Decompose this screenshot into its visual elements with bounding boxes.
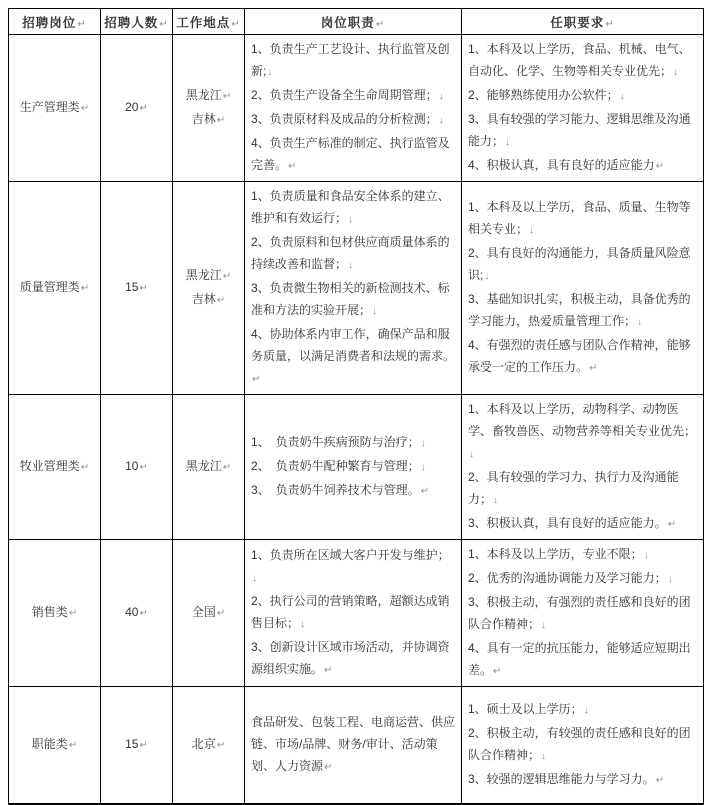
line-break-mark: ↓ <box>505 137 511 148</box>
text-line <box>468 288 697 334</box>
line-text: 3、具有较强的学习能力、逻辑思维及沟通能力； <box>468 112 691 148</box>
line-text: 2、具有良好的沟通能力，具备质量风险意识; <box>468 246 691 282</box>
duties-cell <box>245 540 462 687</box>
line-text: 2、具有较强的学习力、执行力及沟通能力； <box>468 470 679 506</box>
line-break-mark: ↓ <box>541 750 547 762</box>
duties-cell <box>245 687 462 804</box>
line-break-mark: ↓ <box>643 550 649 561</box>
table-row <box>9 182 704 395</box>
line-text: 2、积极主动，有较强的责任感和良好的团队合作精神； <box>468 725 691 762</box>
text-line <box>468 768 697 792</box>
text-line <box>173 108 244 132</box>
text-line <box>101 455 172 479</box>
text-line <box>173 288 244 312</box>
line-text: 黑龙江 <box>185 459 222 473</box>
requirements-cell <box>462 687 704 804</box>
line-text: 1、负责质量和食品安全体系的建立、维护和有效运行； <box>251 189 450 225</box>
text-line <box>101 601 172 625</box>
text-line <box>468 38 697 84</box>
paragraph-mark: ↵ <box>139 608 148 619</box>
paragraph-mark: ↵ <box>667 519 677 530</box>
text-line <box>251 108 455 132</box>
text-line <box>9 601 100 625</box>
paragraph-mark: ↵ <box>80 462 90 473</box>
duties-cell <box>245 182 462 395</box>
line-text: 1、负责生产工艺设计、执行监管及创新; <box>251 42 450 78</box>
header-position <box>9 9 101 35</box>
line-text: 2、负责原料和包材供应商质量体系的持续改善和监督； <box>251 235 450 271</box>
header-count <box>101 9 173 35</box>
header-row <box>9 9 704 35</box>
count-cell <box>101 182 173 395</box>
paragraph-mark: ↵ <box>216 115 226 126</box>
requirements-cell <box>462 540 704 687</box>
line-text: 2、优秀的沟通协调能力及学习能力； <box>468 571 667 585</box>
text-line <box>468 108 697 154</box>
text-line <box>251 636 455 682</box>
table-row <box>9 395 704 540</box>
line-text: 10 <box>125 459 139 473</box>
line-text: 全国 <box>191 605 216 619</box>
table-row <box>9 687 704 804</box>
line-break-mark: ↓ <box>438 115 444 126</box>
line-text: 4、协助体系内审工作，确保产品和服务质量，以满足消费者和法规的需求。 <box>251 327 456 363</box>
location-cell <box>173 540 245 687</box>
line-break-mark: ↓ <box>667 574 673 585</box>
text-line <box>251 544 455 590</box>
line-text: 1、本科及以上学历，专业不限； <box>468 547 643 561</box>
line-text: 3、基础知识扎实，积极主动，具备优秀的学习能力，热爱质量管理工作； <box>468 292 691 328</box>
table-row <box>9 540 704 687</box>
line-text: 生产管理类 <box>19 100 80 114</box>
text-line <box>468 698 697 722</box>
line-text: 吉林 <box>191 292 216 306</box>
paragraph-mark: ↵ <box>216 295 226 306</box>
line-break-mark: ↓ <box>469 449 474 460</box>
line-break-mark: ↓ <box>637 317 643 328</box>
line-text: 15 <box>125 280 139 294</box>
text-line <box>173 84 244 108</box>
table-body <box>9 35 704 804</box>
position-cell <box>9 35 101 182</box>
line-text: 3、负责原材料及成品的分析检测； <box>251 112 438 126</box>
line-text: 3、较强的逻辑思维能力与学习力。 <box>468 771 655 786</box>
line-break-mark: ↓ <box>619 91 625 102</box>
text-line <box>251 38 455 84</box>
duties-cell <box>245 35 462 182</box>
text-line <box>468 84 697 108</box>
location-cell <box>173 35 245 182</box>
paragraph-mark: ↵ <box>68 739 78 751</box>
text-line <box>9 96 100 120</box>
requirements-cell <box>462 182 704 395</box>
paragraph-mark: ↵ <box>80 103 90 114</box>
text-line <box>468 466 697 512</box>
line-text: 3、 负责奶牛饲养技术与管理。 <box>251 483 420 497</box>
line-text: 北京 <box>191 736 216 751</box>
line-text: 4、具有一定的抗压能力，能够适应短期出差。 <box>468 641 691 677</box>
line-break-mark: ↓ <box>484 271 490 282</box>
text-line <box>468 196 697 242</box>
text-line <box>251 323 455 391</box>
text-line <box>468 154 697 178</box>
text-line <box>251 590 455 636</box>
line-text: 1、本科及以上学历，动物科学、动物医学、畜牧兽医、动物营养等相关专业优先； <box>468 402 697 438</box>
paragraph-mark: ↵ <box>655 774 665 786</box>
line-text: 1、 负责奶牛疾病预防与治疗； <box>251 435 420 449</box>
line-break-mark: ↓ <box>583 704 589 716</box>
text-line <box>9 733 100 757</box>
line-text: 2、 负责奶牛配种繁育与管理； <box>251 459 420 473</box>
line-text: 职能类 <box>31 736 68 751</box>
text-line <box>173 733 244 757</box>
header-label: 招聘人数 <box>104 15 159 30</box>
text-line <box>468 334 697 380</box>
paragraph-mark: ↵ <box>77 18 87 30</box>
paragraph-mark: ↵ <box>139 462 148 473</box>
paragraph-mark: ↵ <box>605 18 615 30</box>
requirements-cell <box>462 395 704 540</box>
line-text: 1、本科及以上学历，食品、机械、电气、自动化、化学、生物等相关专业优先； <box>468 42 691 78</box>
line-text: 3、创新设计区域市场活动，并协调资源组织实施。 <box>251 640 450 676</box>
line-text: 质量管理类 <box>19 280 80 294</box>
paragraph-mark: ↵ <box>216 739 226 751</box>
line-text: 销售类 <box>31 605 68 619</box>
line-break-mark: ↓ <box>541 620 547 631</box>
line-break-mark: ↓ <box>493 495 499 506</box>
line-text: 3、积极主动，有强烈的责任感和良好的团队合作精神； <box>468 595 691 631</box>
location-cell <box>173 687 245 804</box>
line-text: 3、积极认真，具有良好的适应能力。 <box>468 516 667 530</box>
paragraph-mark: ↵ <box>159 18 169 30</box>
text-line <box>468 398 697 466</box>
text-line <box>251 84 455 108</box>
line-text: 黑龙江 <box>185 88 222 102</box>
line-break-mark: ↓ <box>673 67 679 78</box>
line-text: 牧业管理类 <box>19 459 80 473</box>
line-break-mark: ↓ <box>420 438 426 449</box>
paragraph-mark: ↵ <box>655 161 665 172</box>
line-text: 15 <box>125 736 139 751</box>
paragraph-mark: ↵ <box>324 761 333 773</box>
text-line <box>468 567 697 591</box>
position-cell <box>9 540 101 687</box>
paragraph-mark: ↵ <box>288 161 297 172</box>
text-line <box>468 722 697 768</box>
header-label: 任职要求 <box>550 15 605 30</box>
line-break-mark: ↓ <box>420 462 426 473</box>
header-label: 招聘岗位 <box>22 15 77 30</box>
paragraph-mark: ↵ <box>375 18 386 30</box>
paragraph-mark: ↵ <box>216 608 226 619</box>
paragraph-mark: ↵ <box>493 666 502 677</box>
header-requirements <box>462 9 704 35</box>
text-line <box>101 276 172 300</box>
line-break-mark: ↓ <box>267 67 273 78</box>
table-header <box>9 9 704 35</box>
text-line <box>468 637 697 683</box>
position-cell <box>9 182 101 395</box>
line-text: 2、负责生产设备全生命周期管理； <box>251 88 438 102</box>
text-line <box>173 601 244 625</box>
line-text: 20 <box>125 100 139 114</box>
line-break-mark: ↓ <box>252 573 257 584</box>
line-text: 1、硕士及以上学历； <box>468 701 583 716</box>
duties-cell <box>245 395 462 540</box>
count-cell <box>101 395 173 540</box>
paragraph-mark: ↵ <box>324 665 333 676</box>
recruitment-table <box>8 8 704 805</box>
paragraph-mark: ↵ <box>139 103 148 114</box>
line-break-mark: ↓ <box>300 619 306 630</box>
paragraph-mark: ↵ <box>222 462 232 473</box>
count-cell <box>101 687 173 804</box>
text-line <box>251 132 455 178</box>
line-text: 2、能够熟练使用办公软件； <box>468 88 619 102</box>
paragraph-mark: ↵ <box>222 271 232 282</box>
text-line <box>468 512 697 536</box>
text-line <box>468 242 697 288</box>
location-cell <box>173 182 245 395</box>
paragraph-mark: ↵ <box>139 283 148 294</box>
line-text: 4、有强烈的责任感与团队合作精神，能够承受一定的工作压力。 <box>468 338 691 374</box>
line-text: 2、执行公司的营销策略，超额达成销售目标； <box>251 594 450 630</box>
paragraph-mark: ↵ <box>80 283 90 294</box>
text-line <box>173 455 244 479</box>
paragraph-mark: ↵ <box>252 374 261 385</box>
text-line <box>9 455 100 479</box>
text-line <box>251 431 455 455</box>
text-line <box>173 264 244 288</box>
line-break-mark: ↓ <box>348 260 354 271</box>
line-text: 4、积极认真，具有良好的适应能力 <box>468 158 655 172</box>
table-row <box>9 35 704 182</box>
line-text: 40 <box>125 605 139 619</box>
text-line <box>468 543 697 567</box>
header-duties <box>245 9 462 35</box>
paragraph-mark: ↵ <box>589 363 598 374</box>
line-text: 黑龙江 <box>185 268 222 282</box>
header-location <box>173 9 245 35</box>
line-break-mark: ↓ <box>348 214 354 225</box>
position-cell <box>9 687 101 804</box>
paragraph-mark: ↵ <box>231 18 241 30</box>
line-text: 4、负责生产标准的制定、执行监管及完善。 <box>251 136 450 172</box>
count-cell <box>101 35 173 182</box>
count-cell <box>101 540 173 687</box>
header-label: 工作地点 <box>176 15 231 30</box>
text-line <box>251 455 455 479</box>
paragraph-mark: ↵ <box>420 486 430 497</box>
text-line <box>468 591 697 637</box>
paragraph-mark: ↵ <box>139 739 148 751</box>
text-line <box>101 96 172 120</box>
requirements-cell <box>462 35 704 182</box>
line-break-mark: ↓ <box>529 225 535 236</box>
line-text: 3、负责微生物相关的新检测技术、标准和方法的实验开展； <box>251 281 450 317</box>
position-cell <box>9 395 101 540</box>
line-text: 1、负责所在区域大客户开发与维护； <box>251 548 450 562</box>
text-line <box>101 733 172 757</box>
line-text: 1、本科及以上学历，食品、质量、生物等相关专业； <box>468 200 691 236</box>
location-cell <box>173 395 245 540</box>
text-line <box>251 231 455 277</box>
text-line <box>251 277 455 323</box>
header-label: 岗位职责 <box>320 15 375 30</box>
text-line <box>251 479 455 503</box>
line-text: 食品研发、包装工程、电商运营、供应链、市场/品牌、财务/审计、活动策划、人力资源 <box>251 714 456 773</box>
line-break-mark: ↓ <box>438 91 444 102</box>
text-line <box>251 711 455 779</box>
text-line <box>251 185 455 231</box>
paragraph-mark: ↵ <box>222 91 232 102</box>
line-text: 吉林 <box>191 112 216 126</box>
paragraph-mark: ↵ <box>68 608 78 619</box>
line-break-mark: ↓ <box>372 306 378 317</box>
text-line <box>9 276 100 300</box>
